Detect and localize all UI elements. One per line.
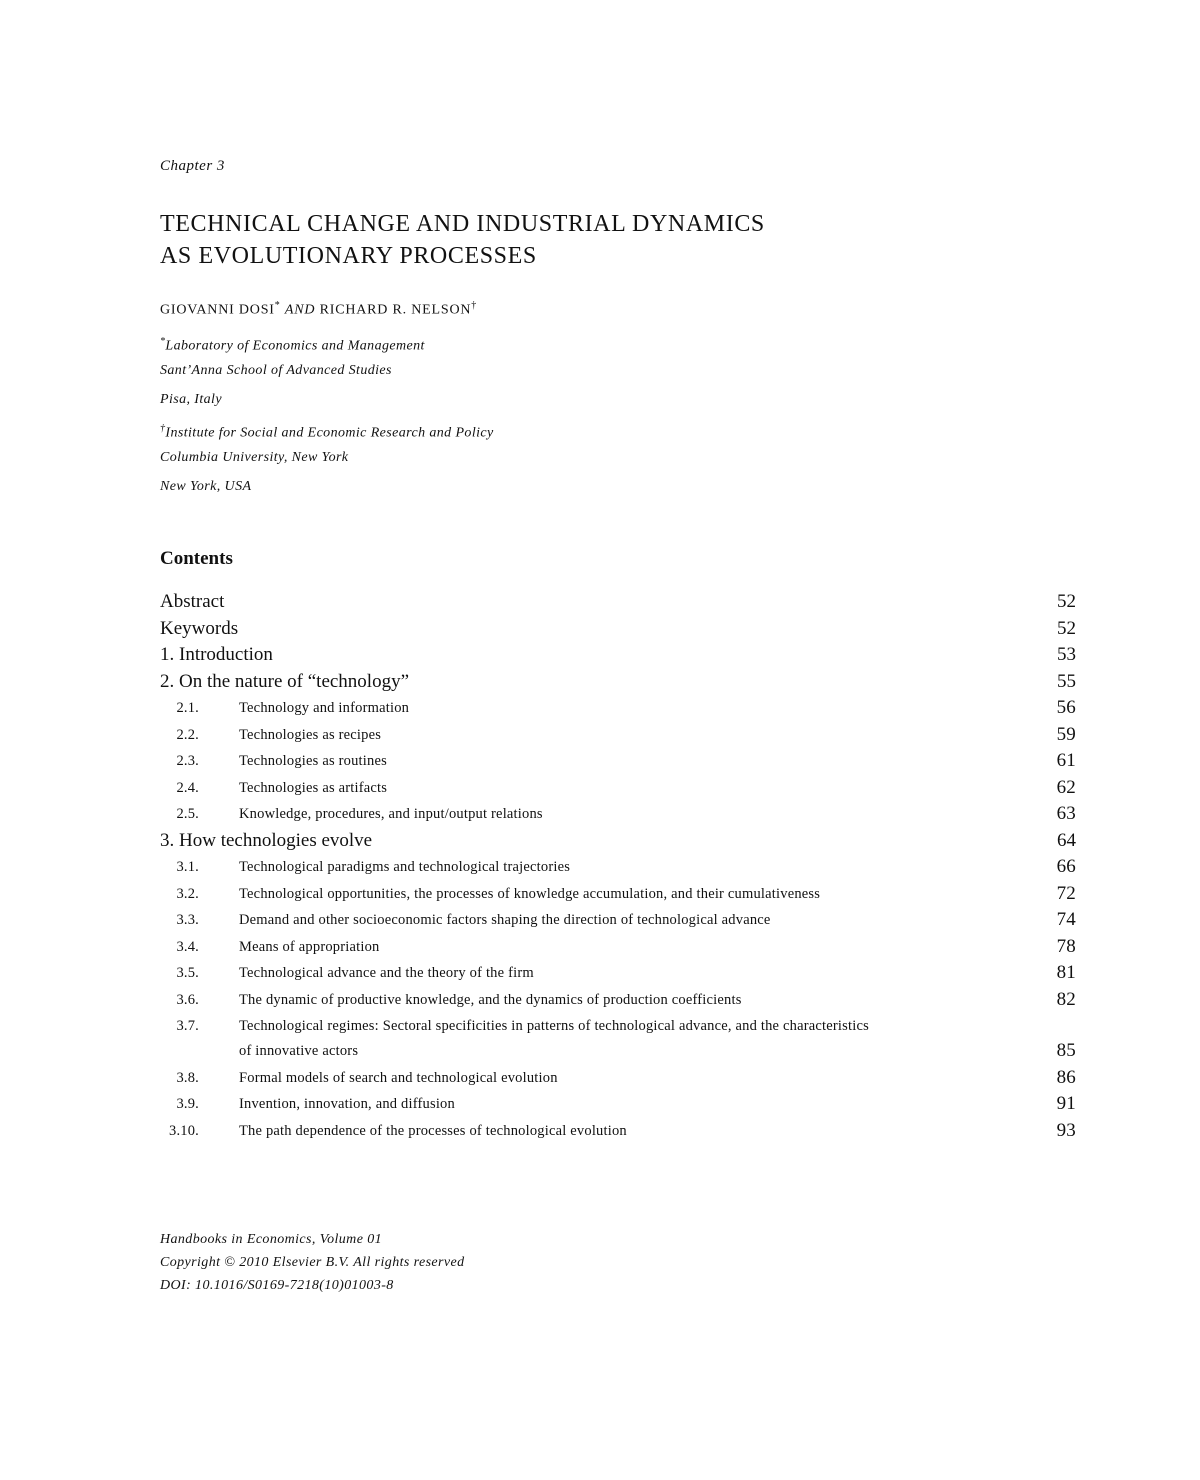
toc-entry-title: Technological paradigms and technological trajectories	[239, 859, 571, 875]
affiliation-mark: †	[160, 423, 166, 434]
toc-entry-title: The dynamic of productive knowledge, and the dynamics of production coefficients	[239, 991, 742, 1008]
toc-page-number: 86	[1056, 1066, 1076, 1088]
toc-entry-title: Technologies as routines	[239, 753, 387, 769]
toc-section-number: 3.2.	[176, 885, 199, 902]
affiliation-line: *Laboratory of Economics and Management	[160, 336, 425, 354]
toc-section-number: 3.8.	[176, 1069, 199, 1086]
toc-entry-title: 3. How technologies evolve	[160, 829, 373, 851]
author-nelson-mark: †	[471, 300, 478, 311]
author-nelson: RICHARD R. NELSON	[319, 302, 472, 318]
toc-page-number: 61	[1056, 750, 1076, 771]
toc-page-number: 72	[1056, 882, 1076, 904]
toc-entry-title: Technologies as recipes	[239, 726, 382, 743]
toc-subentry[interactable]	[160, 1012, 1078, 1037]
affiliation-line: †Institute for Social and Economic Research and Policy	[160, 423, 494, 441]
toc-subentry[interactable]	[160, 1064, 1078, 1091]
toc-subentry[interactable]	[160, 986, 1078, 1013]
author-line	[160, 300, 477, 319]
toc-section-number: 3.3.	[176, 912, 199, 928]
toc-entry-title: Keywords	[160, 617, 239, 639]
contents-heading: Contents	[160, 548, 233, 569]
toc-subentry[interactable]	[160, 933, 1078, 960]
chapter-title-line-2: AS EVOLUTIONARY PROCESSES	[160, 243, 537, 269]
toc-entry-title: Abstract	[160, 591, 225, 612]
toc-section-number: 3.9.	[176, 1096, 199, 1112]
toc-subentry[interactable]	[160, 721, 1078, 748]
toc-subentry[interactable]	[160, 906, 1078, 933]
toc-section-number: 2.5.	[176, 806, 199, 822]
toc-entry[interactable]	[160, 668, 1078, 695]
affiliation-line: Columbia University, New York	[160, 450, 349, 465]
toc-page-number: 56	[1056, 697, 1076, 718]
toc-page-number: 78	[1056, 935, 1076, 957]
toc-section-number: 3.1.	[176, 859, 199, 875]
footer-doi-line: DOI: 10.1016/S0169-7218(10)01003-8	[160, 1278, 394, 1293]
toc-entry-title: Technology and information	[239, 700, 410, 716]
toc-entry-title: of innovative actors	[239, 1043, 359, 1059]
toc-entry-title: Invention, innovation, and diffusion	[239, 1096, 455, 1112]
toc-entry-title: Formal models of search and technological evolution	[239, 1069, 558, 1086]
toc-entry-title: Demand and other socioeconomic factors shaping the direction of technological advance	[239, 912, 771, 928]
chapter-title-line-1: TECHNICAL CHANGE AND INDUSTRIAL DYNAMICS	[160, 211, 765, 237]
toc-page-number: 62	[1056, 776, 1076, 798]
author-conjunction: AND	[284, 302, 316, 318]
toc-subentry[interactable]	[160, 694, 1078, 721]
copyright-footer	[160, 1228, 465, 1297]
toc-subentry-continuation[interactable]	[160, 1037, 1078, 1064]
toc-entry-title: Knowledge, procedures, and input/output relations	[239, 806, 543, 822]
toc-entry[interactable]	[160, 641, 1078, 668]
chapter-label: Chapter 3	[160, 158, 225, 174]
affiliation-line: New York, USA	[160, 479, 252, 494]
toc-entry-title: Technologies as artifacts	[239, 779, 388, 796]
toc-page-number: 52	[1057, 591, 1076, 612]
toc-page-number: 93	[1056, 1119, 1076, 1141]
toc-section-number: 2.1.	[176, 700, 199, 716]
toc-subentry[interactable]	[160, 880, 1078, 907]
toc-subentry[interactable]	[160, 1090, 1078, 1117]
toc-entry-title: Technological opportunities, the processes of knowledge accumulation, and their cumulativeness	[239, 885, 821, 902]
toc-page-number: 91	[1056, 1093, 1076, 1114]
toc-page-number: 82	[1056, 988, 1076, 1010]
toc-page-number: 81	[1056, 962, 1076, 983]
toc-entry[interactable]	[160, 827, 1078, 854]
toc-entry-title: 1. Introduction	[160, 644, 273, 665]
toc-section-number: 2.3.	[176, 753, 199, 769]
toc-entry-title: The path dependence of the processes of technological evolution	[239, 1122, 627, 1139]
toc-section-number: 3.10.	[169, 1122, 199, 1139]
footer-copyright-line: Copyright © 2010 Elsevier B.V. All rights reserved	[160, 1255, 465, 1270]
toc-section-number: 2.4.	[176, 779, 199, 796]
toc-subentry[interactable]	[160, 1117, 1078, 1144]
toc-subentry[interactable]	[160, 959, 1078, 986]
toc-section-number: 3.7.	[176, 1018, 199, 1034]
toc-section-number: 3.4.	[176, 938, 199, 955]
toc-subentry[interactable]	[160, 747, 1078, 774]
toc-subentry[interactable]	[160, 774, 1078, 801]
chapter-title	[160, 208, 765, 272]
toc-entry-title: Means of appropriation	[239, 938, 380, 955]
toc-page-number: 63	[1056, 803, 1076, 824]
toc-entry[interactable]	[160, 615, 1078, 642]
toc-entry[interactable]	[160, 588, 1078, 615]
affiliation-line: Sant’Anna School of Advanced Studies	[160, 363, 392, 378]
toc-section-number: 3.6.	[176, 991, 199, 1008]
toc-page-number: 64	[1057, 829, 1076, 851]
affiliation-line: Pisa, Italy	[160, 392, 222, 407]
toc-entry-title: Technological regimes: Sectoral specificities in patterns of technological advance, and the characteristics	[239, 1018, 869, 1034]
author-dosi: GIOVANNI DOSI	[160, 302, 275, 318]
toc-section-number: 3.5.	[176, 965, 199, 981]
toc-page-number: 66	[1056, 856, 1076, 877]
author-dosi-mark: *	[274, 300, 281, 311]
toc-section-number: 2.2.	[176, 726, 199, 743]
toc-page-number: 53	[1057, 644, 1076, 665]
toc-entry-title: 2. On the nature of “technology”	[160, 670, 410, 692]
toc-subentry[interactable]	[160, 853, 1078, 880]
footer-series-line: Handbooks in Economics, Volume 01	[160, 1232, 383, 1247]
toc-subentry[interactable]	[160, 800, 1078, 827]
toc-page-number: 52	[1057, 617, 1076, 639]
table-of-contents	[160, 588, 1078, 1143]
toc-page-number: 59	[1056, 723, 1076, 745]
toc-page-number: 85	[1056, 1040, 1076, 1061]
toc-entry-title: Technological advance and the theory of the firm	[239, 965, 534, 981]
affiliations	[160, 327, 494, 501]
toc-page-number: 74	[1056, 909, 1076, 930]
affiliation-mark: *	[160, 336, 166, 347]
toc-page-number: 55	[1057, 670, 1076, 692]
